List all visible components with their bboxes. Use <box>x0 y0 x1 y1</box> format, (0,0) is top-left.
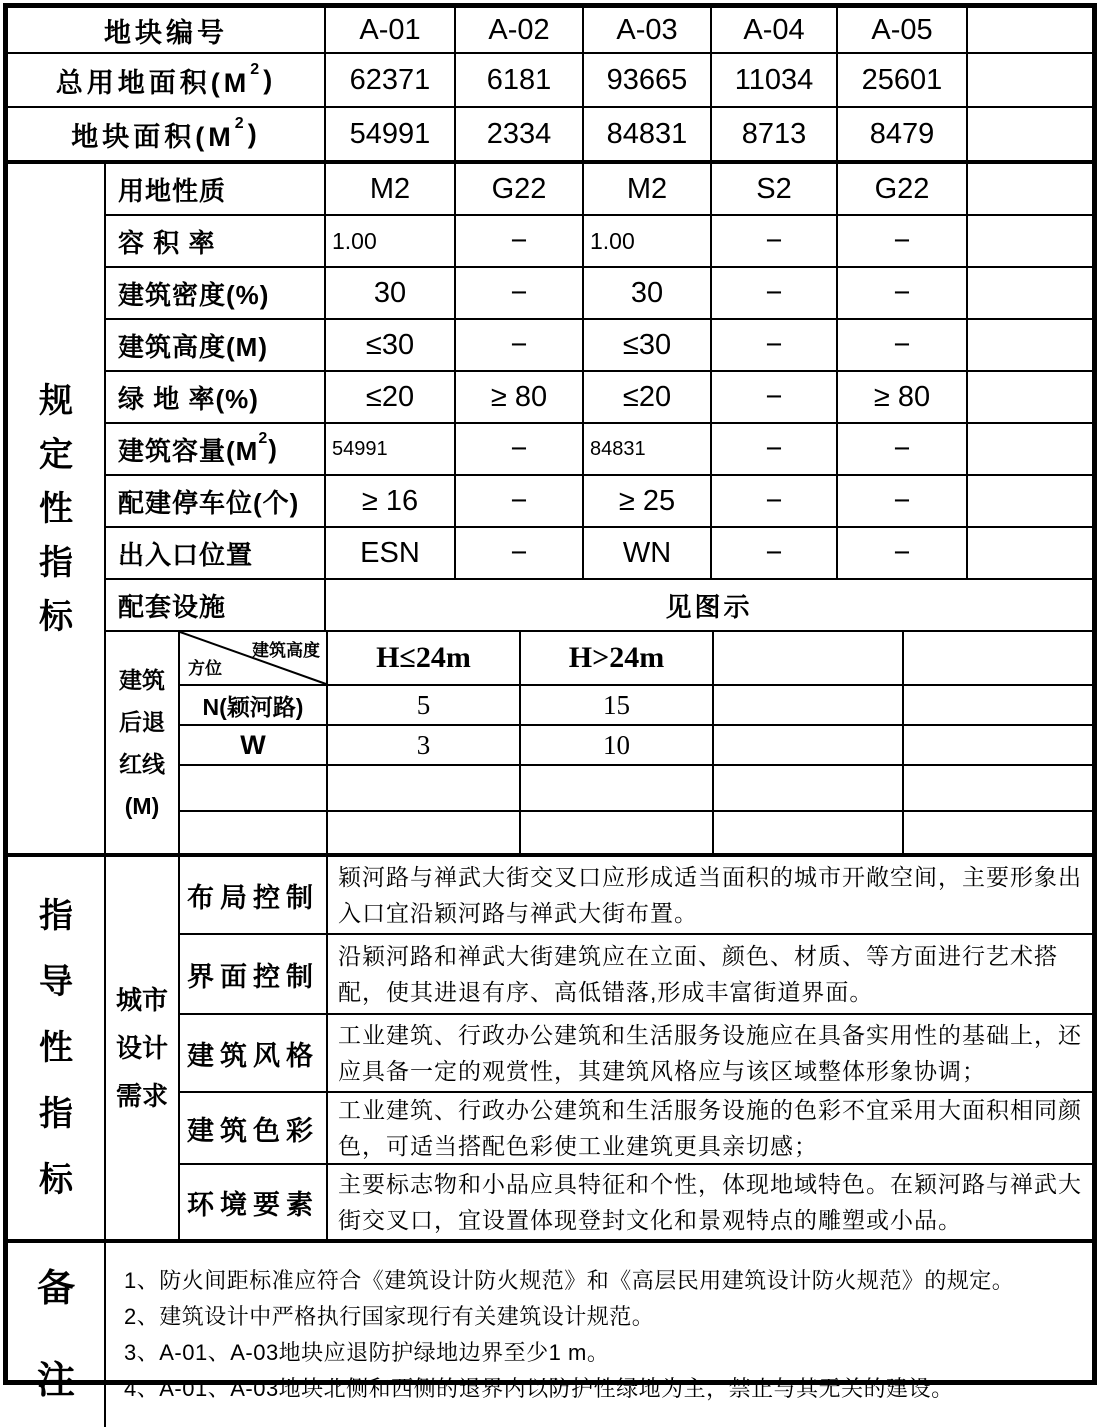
value-cell: − <box>838 320 968 370</box>
value-cell: 5 <box>328 686 521 724</box>
guidance-text: 颖河路与禅武大街交叉口应形成适当面积的城市开敞空间，主要形象出入口宜沿颖河路与禅武大街布置。 <box>338 864 1082 926</box>
value-cell: − <box>456 268 584 318</box>
table-row <box>106 528 1092 580</box>
value-cell: 8479 <box>838 108 968 160</box>
setback-col-header <box>714 632 904 684</box>
row-label: 出入口位置 <box>106 528 326 578</box>
value-cell: 8713 <box>712 108 838 160</box>
value-cell: 15 <box>521 686 714 724</box>
value-cell: ≥ 80 <box>456 372 584 422</box>
table-row <box>106 476 1092 528</box>
header-section <box>8 8 1092 160</box>
value-cell: M2 <box>584 164 712 214</box>
vertical-label-char: 指 <box>39 543 73 582</box>
guidance-row <box>180 857 1092 935</box>
vertical-label-char: 性 <box>39 1029 73 1067</box>
value-cell-empty <box>521 766 714 810</box>
table-row <box>106 372 1092 424</box>
value-cell: 84831 <box>584 424 712 474</box>
value-cell: S2 <box>712 164 838 214</box>
prescriptive-section <box>8 160 1092 853</box>
group-label-line: 城市 <box>115 985 168 1015</box>
guidance-category-label: 环境要素 <box>180 1165 328 1239</box>
value-cell-empty <box>968 476 1092 526</box>
guidance-category-label: 建筑色彩 <box>180 1093 328 1163</box>
value-cell: G22 <box>838 164 968 214</box>
setback-grid <box>180 632 1092 853</box>
vertical-label <box>106 857 178 1239</box>
row-label: 用地性质 <box>106 164 326 214</box>
vertical-label-char: 性 <box>39 489 73 528</box>
value-cell-empty <box>968 372 1092 422</box>
value-cell: − <box>712 268 838 318</box>
vertical-label-char: 标 <box>39 1161 73 1199</box>
value-cell-empty <box>968 8 1092 52</box>
prescriptive-rows <box>106 164 1092 853</box>
row-label: 配套设施 <box>106 580 326 630</box>
guidance-row <box>180 935 1092 1015</box>
value-cell: 1.00 <box>584 216 712 266</box>
setback-row <box>180 726 1092 766</box>
setback-row-label <box>180 812 328 853</box>
value-cell-empty <box>968 164 1092 214</box>
value-cell <box>714 726 904 764</box>
value-cell: 54991 <box>326 424 456 474</box>
value-cell: M2 <box>326 164 456 214</box>
row-label: 绿 地 率(%) <box>106 372 326 422</box>
value-cell: ≥ 25 <box>584 476 712 526</box>
value-cell: 84831 <box>584 108 712 160</box>
guidance-category-label: 界面控制 <box>180 935 328 1013</box>
value-cell: 30 <box>584 268 712 318</box>
guidance-row <box>180 1093 1092 1165</box>
value-cell-empty <box>968 54 1092 106</box>
setback-col-header: H>24m <box>521 632 714 684</box>
row-label: 配建停车位(个) <box>106 476 326 526</box>
value-cell-empty <box>968 424 1092 474</box>
setback-row-label: N(颖河路) <box>180 686 328 724</box>
value-cell: − <box>838 476 968 526</box>
value-cell: ≤20 <box>584 372 712 422</box>
setback-label-line: 建筑 <box>119 666 165 693</box>
remark-item: 2、建筑设计中严格执行国家现行有关建筑设计规范。 <box>124 1304 655 1329</box>
value-cell: − <box>712 476 838 526</box>
value-cell: ≤20 <box>326 372 456 422</box>
value-cell: A-05 <box>838 8 968 52</box>
guidance-side-label <box>8 857 106 1239</box>
value-cell: 6181 <box>456 54 584 106</box>
vertical-label-char: 规 <box>39 381 73 420</box>
value-cell-empty <box>968 320 1092 370</box>
setback-label-line: (M) <box>124 792 160 819</box>
setback-subtable <box>106 632 1092 853</box>
value-cell-empty <box>904 686 1092 724</box>
vertical-label <box>8 857 104 1239</box>
guidance-row <box>180 1165 1092 1239</box>
remark-item: 1、防火间距标准应符合《建筑设计防火规范》和《高层民用建筑设计防火规范》的规定。 <box>124 1268 1015 1293</box>
setback-row <box>180 686 1092 726</box>
value-cell: ≤30 <box>584 320 712 370</box>
setback-col-header <box>904 632 1092 684</box>
label-superscript: 2 <box>258 430 269 447</box>
table-row <box>106 216 1092 268</box>
value-cell: 3 <box>328 726 521 764</box>
value-cell: 93665 <box>584 54 712 106</box>
label-text: ) <box>268 433 278 464</box>
value-cell: 62371 <box>326 54 456 106</box>
label-text: 总用地面积(M <box>55 67 251 98</box>
row-label <box>8 54 326 106</box>
value-cell: 11034 <box>712 54 838 106</box>
setback-label-line: 红线 <box>119 750 165 777</box>
row-label: 容 积 率 <box>106 216 326 266</box>
remark-item: 4、A-01、A-03地块北侧和西侧的退界内以防护性绿地为主，禁止与其无关的建设。 <box>124 1376 954 1401</box>
diagonal-header-cell <box>180 632 328 684</box>
value-cell-empty <box>904 812 1092 853</box>
group-label-line: 需求 <box>115 1081 168 1111</box>
value-cell-empty <box>714 812 904 853</box>
setback-label <box>106 632 180 853</box>
value-cell: ≥ 16 <box>326 476 456 526</box>
table-row <box>106 424 1092 476</box>
value-cell: − <box>712 216 838 266</box>
value-cell: − <box>838 424 968 474</box>
value-cell: 10 <box>521 726 714 764</box>
value-cell: − <box>456 424 584 474</box>
value-cell: 30 <box>326 268 456 318</box>
table-row <box>8 54 1092 108</box>
setback-row <box>180 766 1092 812</box>
table-row <box>106 164 1092 216</box>
value-cell-empty <box>328 812 521 853</box>
vertical-label <box>8 1243 104 1427</box>
value-cell-empty <box>714 766 904 810</box>
value-cell: A-03 <box>584 8 712 52</box>
value-cell: − <box>838 268 968 318</box>
vertical-label-char: 注 <box>36 1360 75 1402</box>
value-cell: 1.00 <box>326 216 456 266</box>
remarks-list <box>106 1243 1092 1427</box>
vertical-label <box>8 164 104 853</box>
guidance-text: 工业建筑、行政办公建筑和生活服务设施应在具备实用性的基础上，还应具备一定的观赏性，其建筑风格应与该区域整体形象协调； <box>338 1022 1082 1084</box>
value-cell: ≤30 <box>326 320 456 370</box>
setback-label-line: 后退 <box>119 708 165 735</box>
table-row <box>106 320 1092 372</box>
vertical-label-char: 指 <box>39 897 73 935</box>
guidance-category-label: 布局控制 <box>180 857 328 933</box>
urban-design-group-label <box>106 857 180 1239</box>
value-cell: − <box>456 476 584 526</box>
value-cell-empty <box>904 766 1092 810</box>
vertical-label <box>106 632 178 853</box>
label-text: ) <box>263 64 277 95</box>
table-frame <box>3 3 1097 1402</box>
setback-row <box>180 812 1092 853</box>
prescriptive-side-label <box>8 164 106 853</box>
corner-top-label: 建筑高度 <box>252 641 320 660</box>
value-cell: ≥ 80 <box>838 372 968 422</box>
remarks-section <box>8 1239 1092 1427</box>
value-cell: A-01 <box>326 8 456 52</box>
guidance-category-label: 建筑风格 <box>180 1015 328 1091</box>
value-cell: 2334 <box>456 108 584 160</box>
vertical-label-char: 定 <box>39 435 73 474</box>
label-superscript: 2 <box>250 61 264 78</box>
setback-row-label: W <box>180 726 328 764</box>
label-text: ) <box>247 118 261 149</box>
value-cell: 25601 <box>838 54 968 106</box>
value-cell-empty <box>968 268 1092 318</box>
value-cell: − <box>712 424 838 474</box>
value-cell: − <box>712 528 838 578</box>
vertical-label-char: 标 <box>39 597 73 636</box>
value-cell: − <box>456 528 584 578</box>
row-label: 地块编号 <box>8 8 326 52</box>
setback-row-label <box>180 766 328 810</box>
value-cell: A-02 <box>456 8 584 52</box>
value-cell: A-04 <box>712 8 838 52</box>
value-cell: − <box>838 216 968 266</box>
value-cell: ESN <box>326 528 456 578</box>
row-label: 建筑高度(M) <box>106 320 326 370</box>
label-text: 地块面积(M <box>71 121 235 152</box>
row-label <box>8 108 326 160</box>
row-label: 建筑密度(%) <box>106 268 326 318</box>
value-cell-empty <box>968 528 1092 578</box>
value-cell-empty <box>328 766 521 810</box>
corner-bottom-label: 方位 <box>188 659 222 678</box>
value-cell-empty <box>968 216 1092 266</box>
label-text: 建筑容量(M <box>118 435 259 466</box>
value-cell: − <box>456 216 584 266</box>
group-label-line: 设计 <box>115 1033 168 1063</box>
vertical-label-char: 指 <box>39 1095 73 1133</box>
value-cell: 54991 <box>326 108 456 160</box>
guidance-text: 沿颖河路和禅武大街建筑应在立面、颜色、材质、等方面进行艺术搭配，使其进退有序、高低错落,形成丰富街道界面。 <box>338 943 1058 1005</box>
guidance-row <box>180 1015 1092 1093</box>
table-row <box>8 108 1092 160</box>
table-row <box>106 268 1092 320</box>
label-superscript: 2 <box>234 115 248 132</box>
value-cell: G22 <box>456 164 584 214</box>
guidance-rows <box>180 857 1092 1239</box>
value-cell <box>714 686 904 724</box>
facilities-row <box>106 580 1092 632</box>
value-cell: WN <box>584 528 712 578</box>
vertical-label-char: 备 <box>36 1268 75 1310</box>
facilities-value: 见图示 <box>665 591 753 622</box>
value-cell: − <box>838 528 968 578</box>
vertical-label-char: 导 <box>39 963 73 1001</box>
remark-item: 3、A-01、A-03地块应退防护绿地边界至少1 m。 <box>124 1340 610 1365</box>
guidance-section <box>8 853 1092 1239</box>
value-cell-empty <box>904 726 1092 764</box>
guidance-text: 主要标志物和小品应具特征和个性，体现地域特色。在颖河路与禅武大街交叉口，宜设置体现登封文化和景观特点的雕塑或小品。 <box>338 1171 1082 1233</box>
setback-header-row <box>180 632 1092 686</box>
value-cell-empty <box>521 812 714 853</box>
value-cell: − <box>712 372 838 422</box>
table-row <box>8 8 1092 54</box>
row-label <box>106 424 326 474</box>
guidance-text: 工业建筑、行政办公建筑和生活服务设施的色彩不宜采用大面积相同颜色，可适当搭配色彩使工业建筑更具亲切感； <box>338 1097 1082 1159</box>
value-cell-empty <box>968 108 1092 160</box>
remarks-side-label <box>8 1243 106 1427</box>
value-cell: − <box>712 320 838 370</box>
setback-col-header: H≤24m <box>328 632 521 684</box>
value-cell: − <box>456 320 584 370</box>
